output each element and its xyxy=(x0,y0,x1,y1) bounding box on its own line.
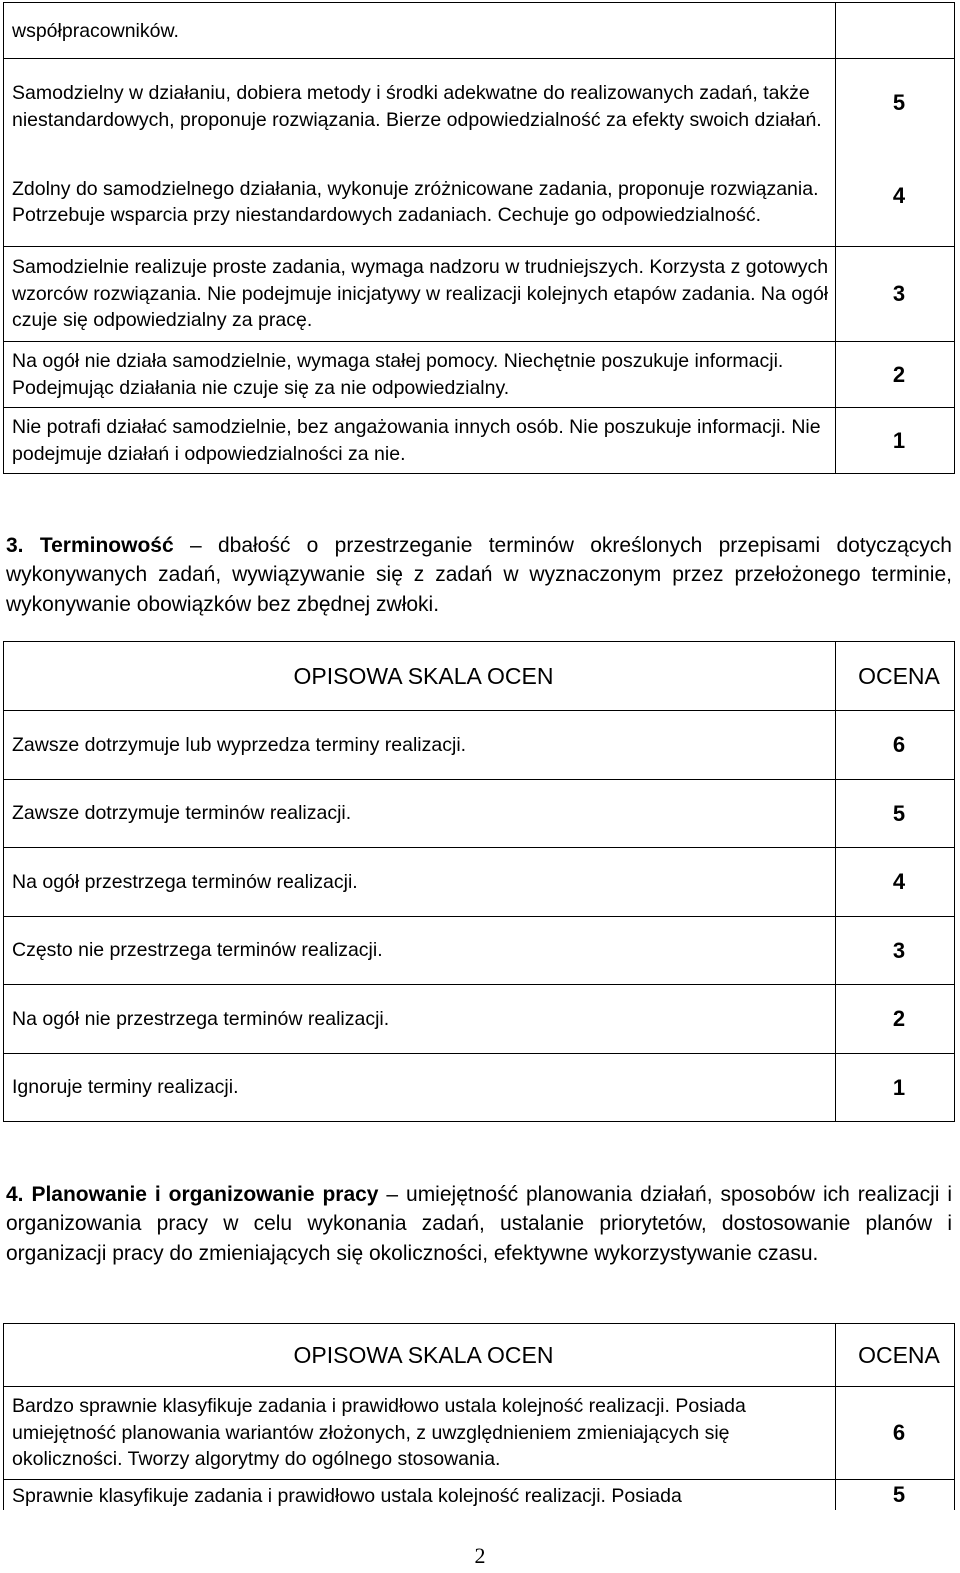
row-description: Samodzielny w działaniu, dobiera metody i środki adekwatne do realizowanych zadań, także niestandardowych, proponuje rozwiązania. Bierze odpowiedzialność za efekty swoich działań. xyxy=(12,82,822,131)
row-description: Nie potrafi działać samodzielnie, bez angażowania innych osób. Nie poszukuje informacji. Nie podejmuje działań i odpowiedzialności za nie. xyxy=(12,416,821,465)
section-description: – dbałość o przestrzeganie terminów określonych przepisami dotyczących wykonywanych zadań, wywiązywanie się z zadań w wyznaczonym przez przełożonego terminie, wykonywanie obowiązków bez zbędnej zwłoki. xyxy=(6,534,952,616)
grade-cell: 6 xyxy=(836,711,955,780)
page-number: 2 xyxy=(474,1543,486,1568)
table-row xyxy=(4,247,836,342)
grade-cell: 3 xyxy=(836,247,955,342)
grade-cell: 1 xyxy=(836,408,955,474)
grade-cell: 1 xyxy=(836,1054,955,1122)
section-title: Terminowość xyxy=(39,534,174,557)
grade-cell: 6 xyxy=(836,1387,955,1480)
table-row: Na ogół przestrzega terminów realizacji. xyxy=(4,848,836,917)
table-row xyxy=(4,342,836,408)
column-header-grade: OCENA xyxy=(836,1324,955,1387)
grade-cell: 4 xyxy=(836,147,955,247)
grade-cell: 2 xyxy=(836,342,955,408)
table-row: Zawsze dotrzymuje lub wyprzedza terminy realizacji. xyxy=(4,711,836,780)
section-4-heading xyxy=(6,1180,952,1268)
column-header-grade: OCENA xyxy=(836,642,955,711)
grade-cell: 5 xyxy=(836,780,955,848)
grade-cell: 3 xyxy=(836,917,955,985)
column-header-scale: OPISOWA SKALA OCEN xyxy=(4,642,836,711)
section-number: 3. xyxy=(6,534,24,557)
table-row xyxy=(4,147,836,247)
rating-table-continued xyxy=(3,2,955,474)
row-description: Na ogół nie działa samodzielnie, wymaga stałej pomocy. Niechętnie poszukuje informacji. Podejmując działania nie czuje się za nie odpowiedzialny. xyxy=(12,350,784,399)
table-row: Ignoruje terminy realizacji. xyxy=(4,1054,836,1122)
section-3-heading xyxy=(6,531,952,619)
row-description: Zdolny do samodzielnego działania, wykonuje zróżnicowane zadania, proponuje rozwiązania. Potrzebuje wsparcia przy niestandardowych zadaniach. Cechuje go odpowiedzialność. xyxy=(12,177,819,227)
rating-table-planowanie xyxy=(3,1323,955,1510)
section-title: Planowanie i organizowanie pracy xyxy=(31,1183,379,1206)
table-row: Zawsze dotrzymuje terminów realizacji. xyxy=(4,780,836,848)
table-row-partial xyxy=(4,1480,836,1510)
row-description: Sprawnie klasyfikuje zadania i prawidłowo ustala kolejność realizacji. Posiada xyxy=(12,1485,682,1507)
grade-cell: 2 xyxy=(836,985,955,1054)
table-row: Na ogół nie przestrzega terminów realizacji. xyxy=(4,985,836,1054)
table-row-fragment xyxy=(4,3,836,59)
grade-cell-empty xyxy=(836,3,955,59)
section-description: – umiejętność planowania działań, sposobów ich realizacji i organizowania pracy w celu wykonania zadań, ustalanie priorytetów, dostosowanie planów i organizacji pracy do zmieniających się okoliczności, efektywne wykorzystywanie czasu. xyxy=(6,1183,953,1265)
table-row xyxy=(4,59,836,147)
rating-table-terminowosc xyxy=(3,641,955,1122)
table-row: Często nie przestrzega terminów realizacji. xyxy=(4,917,836,985)
row-fragment-text: współpracowników. xyxy=(12,20,179,43)
table-row xyxy=(4,1387,836,1480)
grade-cell: 4 xyxy=(836,848,955,917)
table-row xyxy=(4,408,836,474)
grade-cell: 5 xyxy=(836,1480,955,1510)
row-description: Bardzo sprawnie klasyfikuje zadania i prawidłowo ustala kolejność realizacji. Posiada umiejętność planowania wariantów złożonych, z uwzględnieniem zmieniających się okoliczności. Tworzy algorytmy do ogólnego stosowania. xyxy=(12,1395,746,1471)
section-number: 4. xyxy=(6,1183,24,1206)
column-header-scale: OPISOWA SKALA OCEN xyxy=(4,1324,836,1387)
row-description: Samodzielnie realizuje proste zadania, wymaga nadzoru w trudniejszych. Korzysta z gotowych wzorców rozwiązania. Nie podejmuje inicjatywy w realizacji kolejnych etapów zadania. Na ogół czuje się odpowiedzialny za pracę. xyxy=(12,256,829,332)
grade-cell: 5 xyxy=(836,59,955,147)
